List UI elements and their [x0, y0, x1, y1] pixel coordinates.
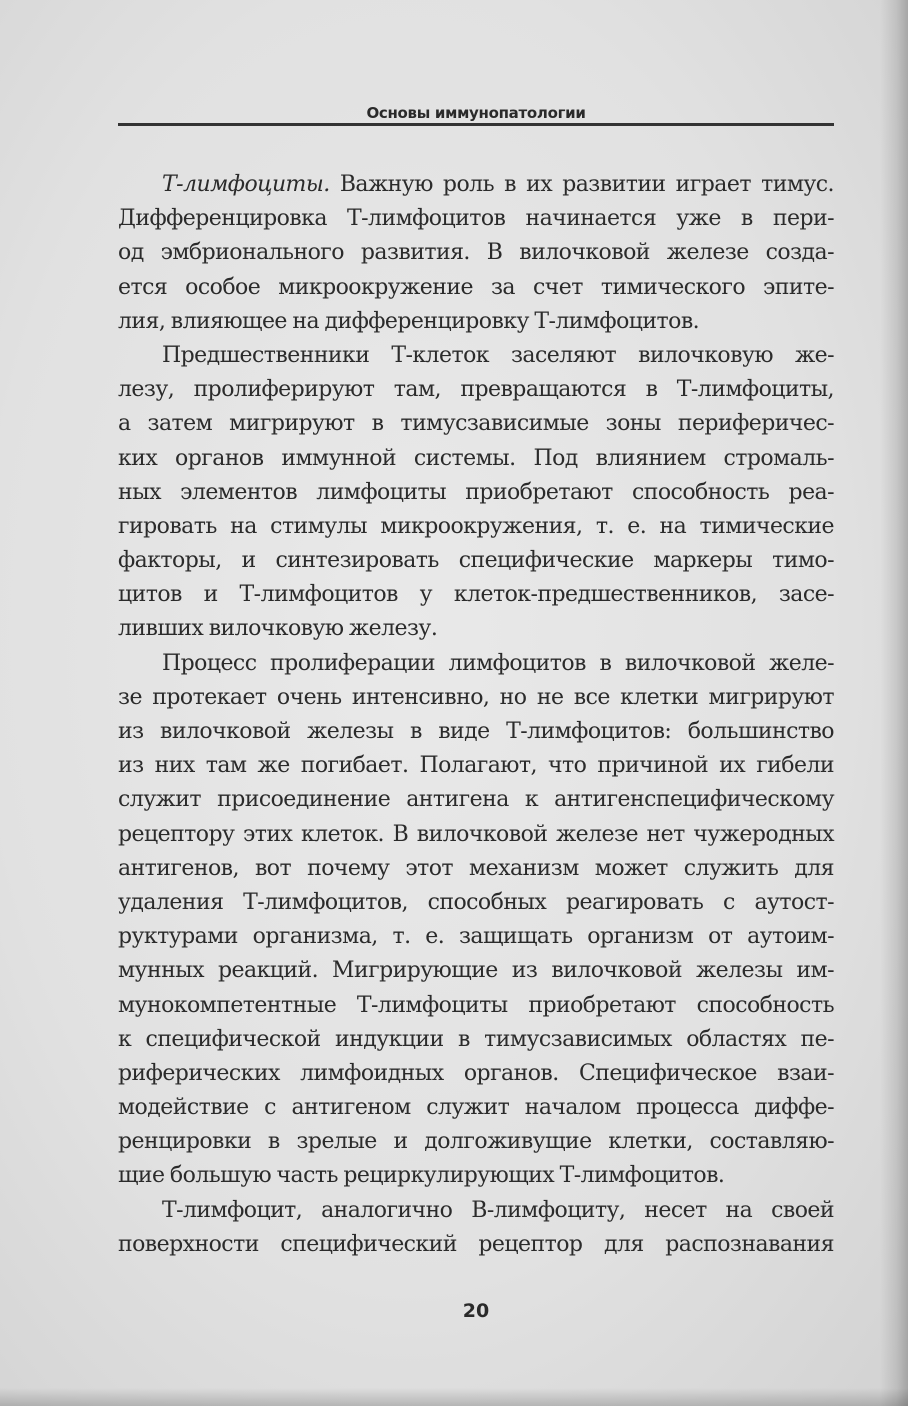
text-line: к специфической индукции в тимусзависимых областях пе-	[118, 1026, 834, 1052]
page-bottom-edge	[0, 1388, 908, 1406]
term-italic: Т-лимфоциты.	[162, 172, 330, 197]
text-line: мунокомпетентные Т-лимфоциты приобретают способность	[118, 992, 834, 1018]
text-line: из них там же погибает. Полагают, что причиной их гибели	[118, 753, 834, 779]
text-line: риферических лимфоидных органов. Специфическое взаи-	[118, 1060, 834, 1086]
text-line: антигенов, вот почему этот механизм может служить для	[118, 855, 834, 881]
text-line: гировать на стимулы микроокружения, т. е. на тимические	[118, 513, 834, 539]
text-line: ется особое микроокружение за счет тимического эпите-	[118, 274, 834, 300]
text-line: удаления Т-лимфоцитов, способных реагировать с аутост-	[118, 889, 834, 915]
text-line: ливших вилочковую железу.	[118, 616, 438, 642]
text-line: из вилочковой железы в виде Т-лимфоцитов: большинство	[118, 719, 834, 744]
text-line: щие большую часть рециркулирующих Т-лимфоцитов.	[118, 1163, 725, 1189]
text-line: лия, влияющее на дифференцировку Т-лимфоцитов.	[118, 308, 700, 334]
text-line: модействие с антигеном служит началом процесса диффе-	[118, 1095, 834, 1121]
text-line: Т-лимфоцит, аналогично В-лимфоциту, несет на своей	[162, 1197, 834, 1223]
text-line: а затем мигрируют в тимусзависимые зоны периферичес-	[118, 411, 834, 437]
text-line: лезу, пролиферируют там, превращаются в Т-лимфоциты,	[118, 377, 834, 403]
text-line: Процесс пролиферации лимфоцитов в вилочковой желе-	[162, 650, 834, 676]
line-rest: Важную роль в их развитии играет тимус.	[329, 172, 834, 197]
text-line: служит присоединение антигена к антигенспецифическому	[118, 787, 834, 813]
spine-shadow	[880, 0, 908, 1406]
running-head: Основы иммунопатологии	[366, 104, 586, 122]
text-line: поверхности специфический рецептор для распознавания	[118, 1231, 834, 1257]
text-line: ренцировки в зрелые и долгоживущие клетки, составляю-	[118, 1129, 834, 1155]
text-line: ких органов иммунной системы. Под влиянием стромаль-	[118, 445, 834, 471]
page-number: 20	[462, 1300, 490, 1322]
text-line: факторы, и синтезировать специфические маркеры тимо-	[118, 548, 834, 574]
text-line: Предшественники Т-клеток заселяют вилочковую же-	[162, 342, 834, 368]
text-line: зе протекает очень интенсивно, но не все клетки мигрируют	[118, 684, 834, 710]
text-line: руктурами организма, т. е. защищать организм от аутоим-	[118, 924, 834, 950]
body-text	[118, 168, 834, 1262]
text-line: мунных реакций. Мигрирующие из вилочковой железы им-	[118, 958, 834, 984]
text-line	[118, 168, 834, 202]
text-line: Дифференцировка Т-лимфоцитов начинается уже в пери-	[118, 206, 834, 232]
text-line: цитов и Т-лимфоцитов у клеток-предшественников, засе-	[118, 582, 834, 608]
text-line: од эмбрионального развития. В вилочковой железе созда-	[118, 240, 834, 266]
text-line: рецептору этих клеток. В вилочковой железе нет чужеродных	[118, 821, 834, 847]
text-line: ных элементов лимфоциты приобретают способность реа-	[118, 479, 834, 505]
header-rule	[118, 123, 834, 126]
